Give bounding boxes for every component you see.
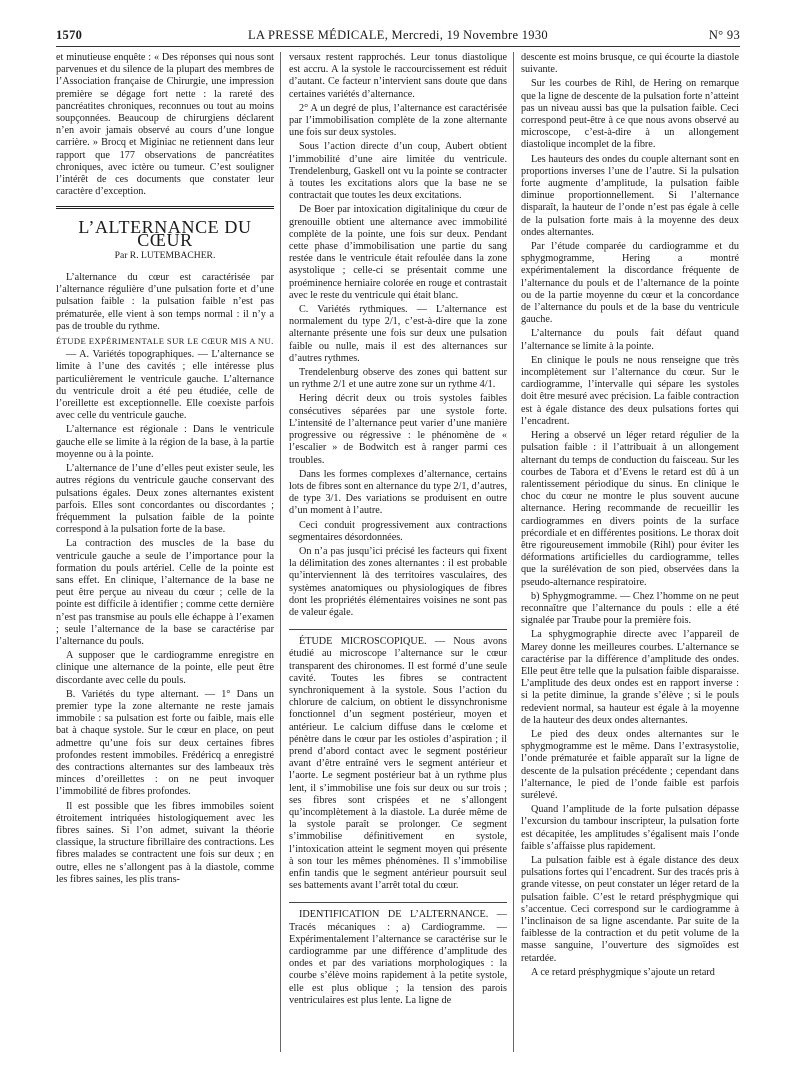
column-divider-1 xyxy=(280,52,281,1052)
page-number: 1570 xyxy=(56,28,83,42)
section-heading: ÉTUDE EXPÉRIMENTALE SUR LE CŒUR MIS A NU. xyxy=(56,336,274,347)
issue-number: N° 93 xyxy=(708,28,740,42)
paragraph: L’alternance est régionale : Dans le ventricule gauche elle se limite à la région de la base, à la partie moyenne ou à la pointe. xyxy=(56,424,274,460)
paragraph: Hering a observé un léger retard régulier de la pulsation faible : il l’attribuait à un allongement alternant du temps de conduction du faisceau. Sur les courbes de Tabora et d’Evens le retard est dû à un ralentissement périodique du sinus. En clinique le choc du cœur ne montre le plus souvent aucune alternance. Hering recommande de recueillir les cardiogrammes en divers points de la surface précordiale et en différentes positions. Le thorax doit être rigoureusement immobile (Rihl) pour éviter les déformations artificielles du cardiogramme, telles que la surélévation de son pied, observées dans la pseudo-alternance respiratoire. xyxy=(521,430,739,588)
paragraph: La pulsation faible est à égale distance des deux pulsations fortes qui l’encadrent. Sur des tracés pris à grande vitesse, on peut constater un léger retard de la pulsation faible. C’est le retard présphygmique qui s’accentue. Ceci correspond sur le cardiogramme à l’inclinaison de sa ligne ascendante. Par suite de la faiblesse de la contraction et du petit volume de la masse sanguine, l’ouverture des sigmoïdes est retardée. xyxy=(521,855,739,964)
paragraph: b) Sphygmogramme. — Chez l’homme on ne peut reconnaître que l’alternance du pouls : elle a été signalée par Traube pour la première fois. xyxy=(521,590,739,627)
paragraph: Il est possible que les fibres immobiles soient étroitement intriquées histologiquement avec les fibres saines. Si l’on admet, suivant la théorie classique, la structure fibrillaire des contractions. Les fibres malades se contractent une fois sur deux ; en outre, elles ne s’allongent pas à la diastole, comme les fibres saines, les plis trans- xyxy=(56,800,274,885)
paragraph: Les hauteurs des ondes du couple alternant sont en proportions inverses l’une de l’autre. Si la pulsation forte augmente d’amplitude, la pulsation faible diminue proportionnellement. Si l’alternance disparaît, la hauteur de l’onde n’est pas égale à celle de la pulsation forte mais à la moyenne des deux ondes alternantes. xyxy=(521,153,739,238)
paragraph: On n’a pas jusqu’ici précisé les facteurs qui fixent la délimitation des zones alternantes : il est probable qu’interviennent là des territoires vasculaires, des systèmes anatomiques ou physiologiques de fibres dont les propriétés élémentaires voisines ne sont pas de valeur égale. xyxy=(289,545,507,618)
paragraph: Sur les courbes de Rihl, de Hering on remarque que la ligne de descente de la pulsation forte n’atteint pas un niveau aussi bas que la pulsation faible. Ceci correspond peut-être à ce que nous avons observé au microscope, c’est-à-dire à un allongement diastolique incomplet de la fibre. xyxy=(521,78,739,151)
paragraph: Sous l’action directe d’un coup, Aubert obtient l’immobilité d’une aire limitée du ventricule. Trendelenburg, Gaskell ont vu la pointe se contracter à toutes les excitations alors que la base ne se contractait que toutes les deux excitations. xyxy=(289,141,507,202)
previous-article-end: et minutieuse enquête : « Des réponses qui nous sont parvenues et du silence de la plupart des membres de l’Association française de Chirurgie, une impression première se dégage fort nette : la rareté des pancréatites chroniques, reconnues ou tout au moins soupçonnées. Beaucoup de chirurgiens déclarent n’en avoir jamais observé au cours d’une longue carrière. » Brocq et Miginiac ne retiennent dans leur rapport que 177 observations de pancréatites chroniques, avec ictère ou tumeur. C’est souligner l’intérêt de ces documents que constater leur caractère d’exception. xyxy=(56,52,274,198)
paragraph: descente est moins brusque, ce qui écourte la diastole suivante. xyxy=(521,52,739,76)
paragraph: Hering décrit deux ou trois systoles faibles consécutives séparées par une systole forte. L’intensité de l’alternance peut varier d’une manière progressive ou régressive : le phénomène de « l’escalier » de Bodwitch est à ranger parmi ces troubles. xyxy=(289,393,507,466)
paragraph: versaux restent rapprochés. Leur tonus diastolique est accru. A la systole le raccourcissement est réduit d’autant. Ce facteur n’intervient sans doute que dans certaines variétés d’alternance. xyxy=(289,52,507,100)
column-2 xyxy=(289,52,507,1009)
article-title: L’ALTERNANCE DU CŒUR xyxy=(78,217,252,250)
paragraph: Par l’étude comparée du cardiogramme et du sphygmogramme, Hering a montré expérimentalement la discordance fréquente de l’alternance du pouls et de l’alternance de la pointe ou de la partie moyenne du cœur et la concordance de l’alternance du pouls et de la base du ventricule gauche. xyxy=(521,241,739,326)
paragraph: La sphygmographie directe avec l’appareil de Marey donne les meilleures courbes. L’alternance se caractérise par la différence d’amplitude des ondes. Elle peut être telle que la pulsation faible disparaisse. L’amplitude des deux ondes est en rapport inverse : si la petite diminue, la grande s’élève ; si le pouls redevient normal, sa hauteur est égale à la moyenne de la hauteur des deux ondes alternantes. xyxy=(521,629,739,726)
journal-title: LA PRESSE MÉDICALE, Mercredi, 19 Novembre 1930 xyxy=(248,28,548,42)
paragraph: L’alternance du cœur est caractérisée par l’alternance régulière d’une pulsation forte et d’une pulsation faible : la pulsation faible n’est pas prématurée, elle vient à son temps normal : il n’y a pas de trouble du rythme. xyxy=(56,272,274,332)
article-separator xyxy=(56,206,274,209)
paragraph: ÉTUDE MICROSCOPIQUE. — Nous avons étudié au microscope l’alternance sur le cœur transparent des chironomes. Il est formé d’une seule cavité. Toutes les fibres se contractent synchroniquement à la systole. Sous l’action du chlorure de calcium, on obtient le dissynchronisme fonctionnel d’un segment postérieur, moyen et antérieur. Le calcium diffuse dans le cœlome et pénètre dans le cœur par les ostioles d’aspiration ; il prend d’abord contact avec le segment postérieur avant d’être entraîné vers le segment antérieur et l’aorte. Le segment postérieur bat à un rythme plus lent, il s’immobilise une fois sur deux ou sur trois ; ses fibres sont crispées et ne s’allongent qu’incomplètement à la diastole. La durée même de la systole paraît se prolonger. Ce segment s’immobilise définitivement en systole, l’intoxication atteint le segment moyen qui présente à son tour les mêmes phénomènes. Il s’immobilise enfin tandis que le segment antérieur poursuit seul ses battements avant l’arrêt total du cœur. xyxy=(289,636,507,892)
paragraph: Le pied des deux ondes alternantes sur le sphygmogramme est le même. Dans l’extrasystolie, l’onde prématurée et faible apparaît sur la ligne de descente de la pulsation précédente ; cependant dans l’alternance, le pied de l’onde faible est parfois surélevé. xyxy=(521,728,739,801)
paragraph: La contraction des muscles de la base du ventricule gauche a seule de l’importance pour la formation du pouls artériel. Celle de la pointe est sans effet. En clinique, l’alternance de la base ne peut être perçue au niveau du cœur ; celle de la pointe est difficile à identifier ; comme cette dernière n’est pas transmise au pouls elle échappe à l’examen ; seule l’alternance de la base se caractérise par l’alternance du pouls. xyxy=(56,538,274,647)
paragraph: 2° A un degré de plus, l’alternance est caractérisée par l’immobilisation complète de la zone alternante une fois sur deux systoles. xyxy=(289,102,507,139)
section-separator xyxy=(289,902,507,903)
paragraph: Ceci conduit progressivement aux contractions segmentaires désordonnées. xyxy=(289,519,507,543)
paragraph: IDENTIFICATION DE L’ALTERNANCE. — Tracés mécaniques : a) Cardiogramme. — Expérimentalement l’alternance se caractérise sur le cardiogramme par une différence d’amplitude des ondes et par des variations morphologiques : la courbe s’élève moins rapidement à la petite systole, elle est plus oblique ; la tension des parois ventriculaires est plus lente. La ligne de xyxy=(289,909,507,1006)
header-rule xyxy=(56,46,740,47)
paragraph: B. Variétés du type alternant. — 1° Dans un premier type la zone alternante ne reste jamais immobile : sa pulsation est forte ou faible, mais elle bat à chaque systole. Sur le cœur en place, on peut admettre qu’une fois sur deux certaines fibres profondes restent immobiles. Frédéricq a enregistré des contractions alternantes sur des lambeaux très minces d’oreillettes : on ne peut invoquer l’immobilité de fibres profondes. xyxy=(56,688,274,798)
section-separator xyxy=(289,629,507,630)
paragraph: En clinique le pouls ne nous renseigne que très incomplètement sur l’alternance du cœur. Sur le cardiogramme, l’intervalle qui sépare les systoles doit être mesuré avec précision. La faible contraction est à égale distance des deux pulsations fortes qui l’encadrent. xyxy=(521,354,739,427)
paragraph: Quand l’amplitude de la forte pulsation dépasse l’excursion du tambour inscripteur, la pulsation forte est décapitée, les amplitudes s’égalisent mais l’onde faible s’affaisse plus rapidement. xyxy=(521,804,739,852)
paragraph: L’alternance du pouls fait défaut quand l’alternance se limite à la pointe. xyxy=(521,328,739,352)
article-author: Par R. LUTEMBACHER. xyxy=(114,249,216,261)
column-1 xyxy=(56,52,274,888)
paragraph: De Boer par intoxication digitalinique du cœur de grenouille obtient une alternance avec immobilité complète de la pointe, une fois sur deux. Pendant cette phase d’immobilisation une partie du sang restée dans le ventricule était refoulée dans la zone asystolique ; celle-ci se présentait comme une proéminence herniaire colorée en rouge et contrastait avec le reste du ventricule qui était blanc. xyxy=(289,204,507,301)
paragraph: A supposer que le cardiogramme enregistre en clinique une alternance de la pointe, elle peut être discordante avec celle du pouls. xyxy=(56,650,274,686)
column-divider-2 xyxy=(513,52,514,1052)
paragraph: Dans les formes complexes d’alternance, certains lots de fibres sont en alternance du type 2/1, d’autres, de type 3/1. Des variations se produisent en outre d’un moment à l’autre. xyxy=(289,468,507,517)
column-3 xyxy=(521,52,739,981)
paragraph: A ce retard présphygmique s’ajoute un retard xyxy=(531,966,715,978)
paragraph: — A. Variétés topographiques. — L’alternance se limite à l’une des cavités ; elle intéresse plus particulièrement le ventricule gauche. L’alternance du ventricule droit a été peu étudiée, celle de l’oreillette est exceptionnelle. Elle coexiste parfois avec celle du ventricule gauche. xyxy=(56,349,274,422)
paragraph: L’alternance de l’une d’elles peut exister seule, les autres régions du ventricule gauche conservant des pulsations égales. Deux zones alternantes existent parfois. Elles sont concordantes ou discordantes ; fréquemment la pulsation faible de la pointe correspond à la pulsation forte de la base. xyxy=(56,463,274,536)
paragraph: C. Variétés rythmiques. — L’alternance est normalement du type 2/1, c’est-à-dire que la zone alternante présente une fois sur deux une pulsation faible ou nulle, mais il est des alternances sur d’autres rythmes. xyxy=(289,304,507,364)
paragraph: Trendelenburg observe des zones qui battent sur un rythme 2/1 et une autre zone sur un rythme 4/1. xyxy=(289,367,507,391)
